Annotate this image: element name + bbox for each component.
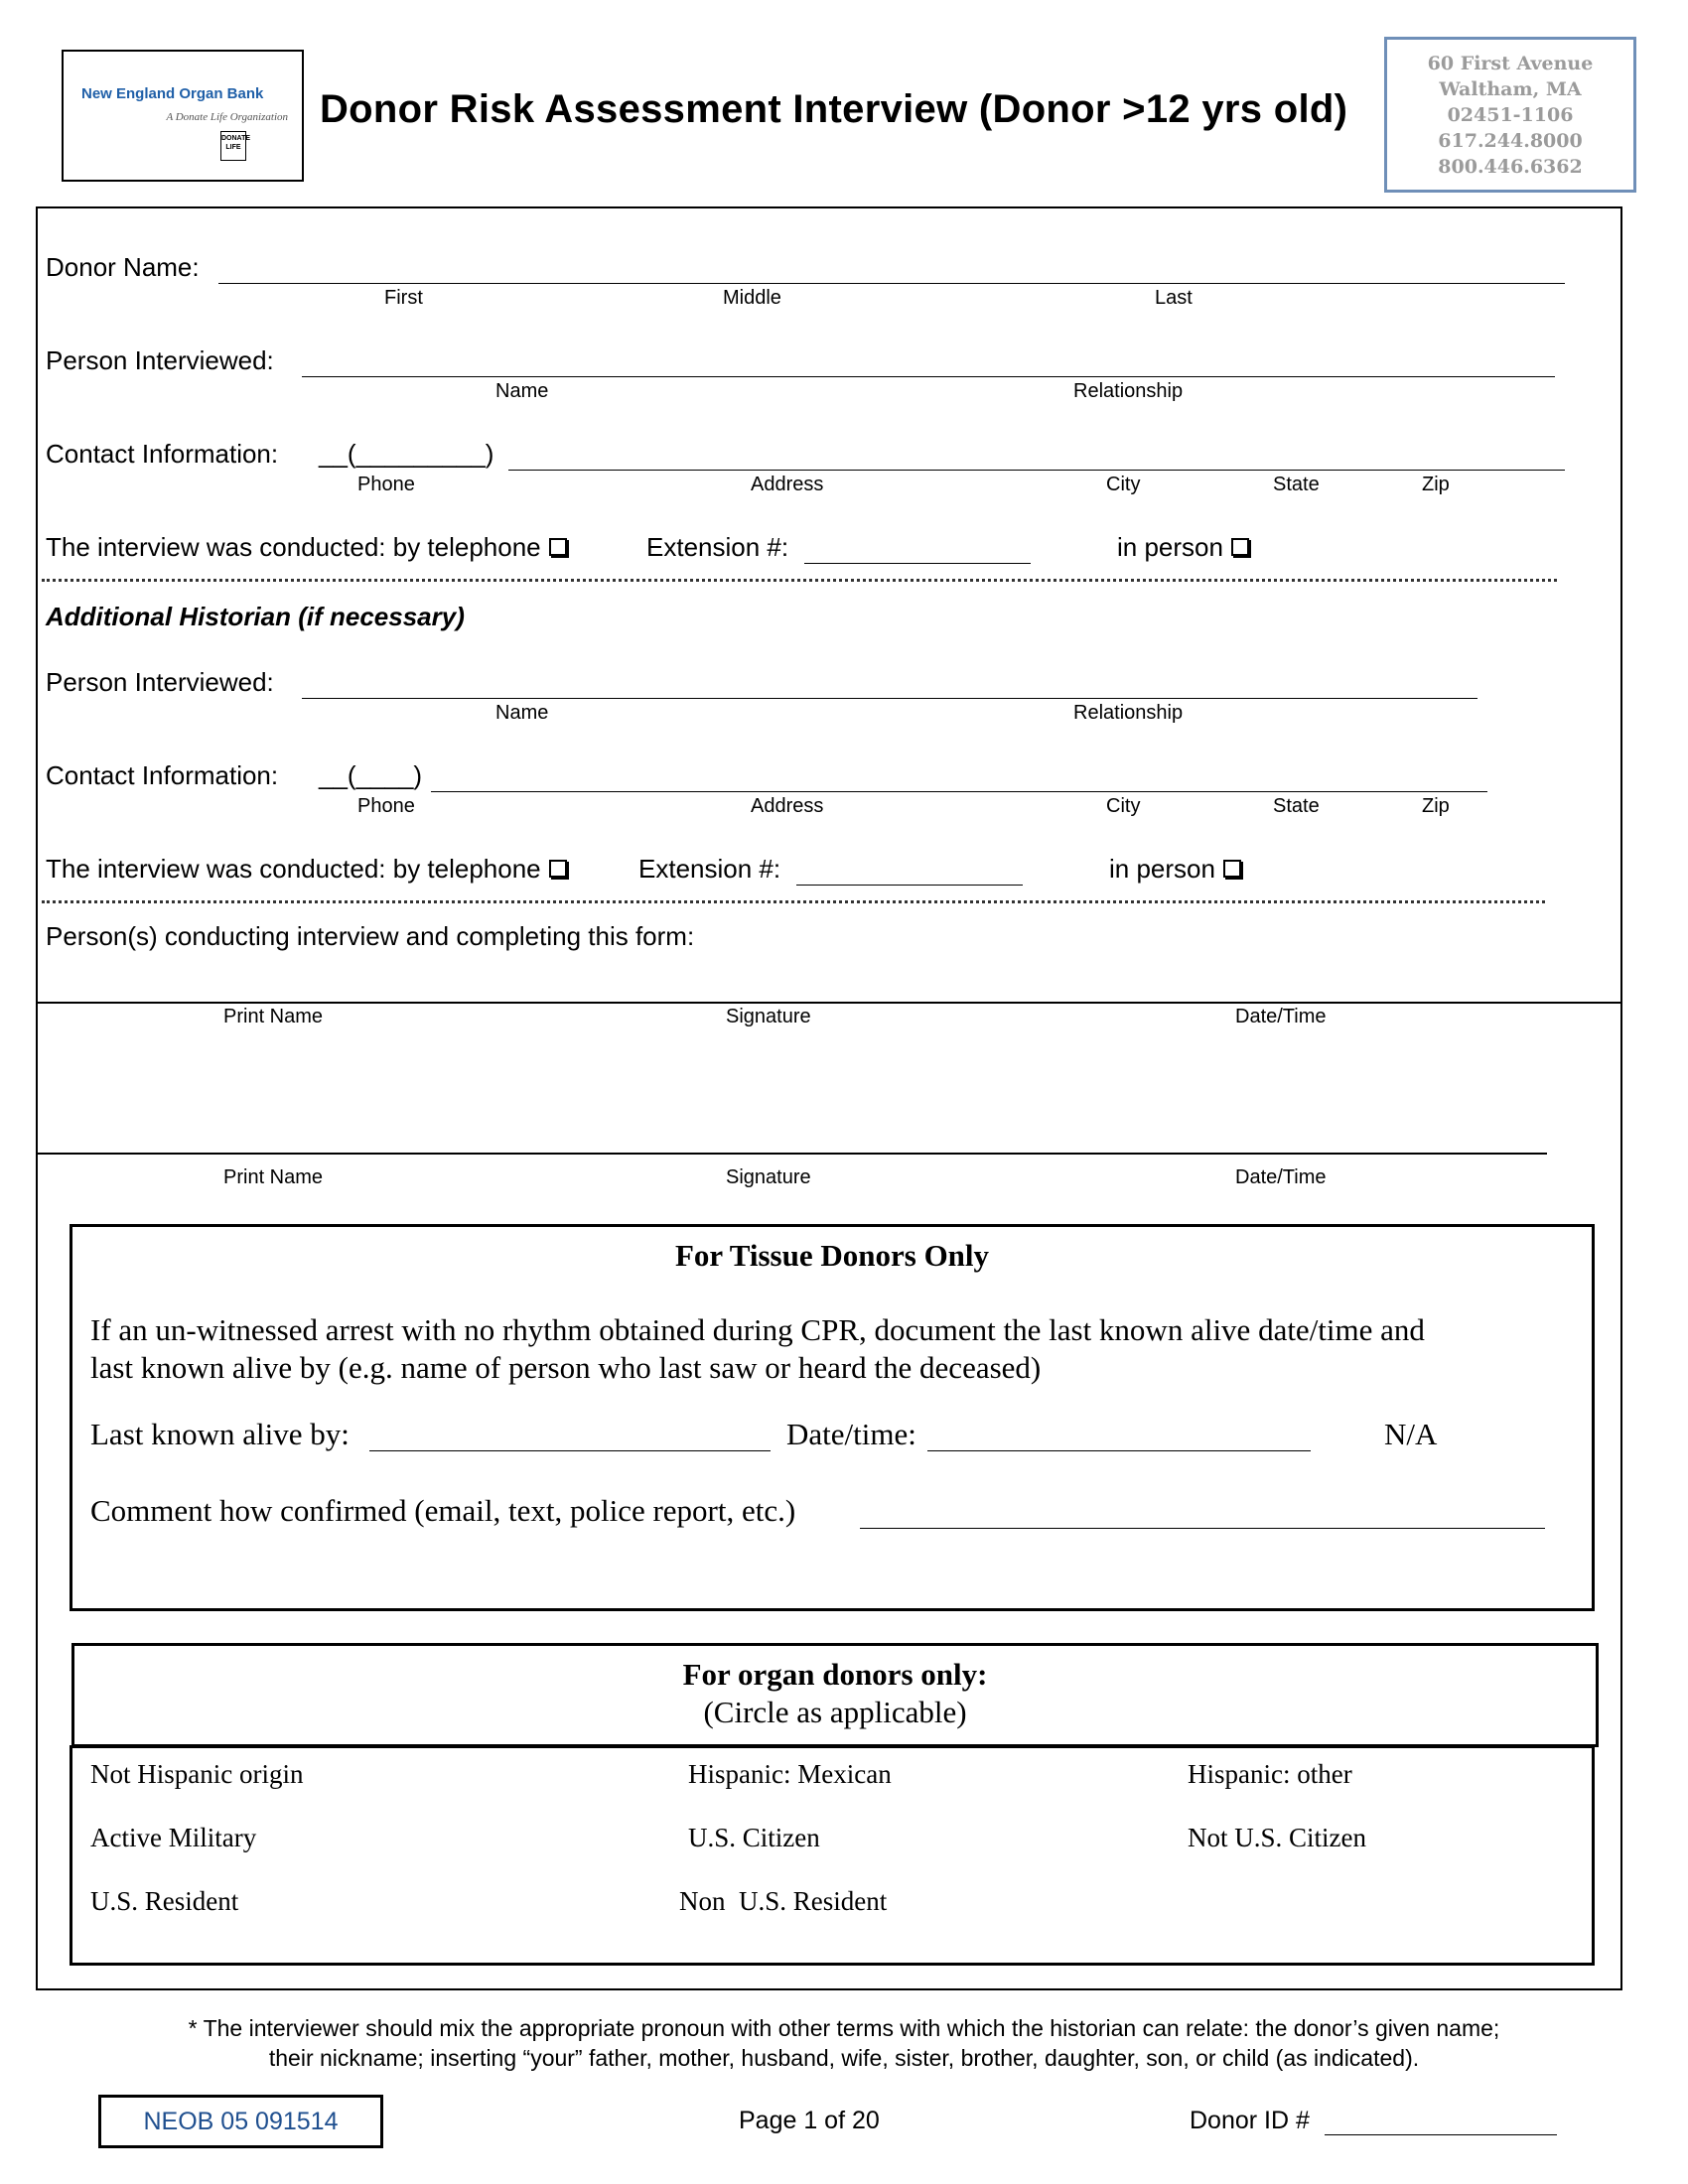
zip-caption: Zip [1422,474,1450,495]
person-interviewed-field[interactable] [302,376,1555,377]
in-person-label: in person [1117,532,1249,563]
address-line: 617.244.8000 [1438,130,1583,152]
contact-info-label: Contact Information: [46,439,279,469]
option-active-military[interactable]: Active Military [90,1823,257,1852]
address-line: 60 First Avenue [1427,53,1594,74]
relationship-caption-2: Relationship [1073,702,1184,724]
signature-line-2[interactable] [36,1153,1547,1155]
organization-logo [62,50,304,182]
donor-name-field[interactable] [218,283,1565,284]
phone-caption: Phone [357,474,415,495]
in-person-2-label: in person [1109,854,1241,885]
comment-confirmed-label: Comment how confirmed (email, text, police report, etc.) [90,1493,796,1528]
footer-note-line1: * The interviewer should mix the appropriate pronoun with other terms with which the historian can relate: the donor’s given name; [188,2015,1500,2041]
state-caption: State [1273,474,1320,495]
phone-area-code-field[interactable]: __(_________) [319,439,494,469]
state-caption-2: State [1273,795,1320,817]
name-caption-2: Name [495,702,549,724]
in-person-2-checkbox[interactable] [1223,860,1241,878]
person-interviewed-2-field[interactable] [302,698,1477,699]
last-known-alive-label: Last known alive by: [90,1417,350,1451]
donor-name-label: Donor Name: [46,252,200,282]
city-caption-2: City [1106,795,1141,817]
in-person-checkbox[interactable] [1231,538,1249,556]
address-caption: Address [751,474,824,495]
persons-conducting-label: Person(s) conducting interview and completing this form: [46,921,695,951]
section-divider [42,579,1557,582]
extension-field[interactable] [804,563,1031,564]
signature-line-1[interactable] [36,1002,1622,1004]
signature-caption-2: Signature [726,1166,811,1188]
option-us-resident[interactable]: U.S. Resident [90,1886,239,1916]
address-line: 02451-1106 [1447,104,1574,126]
logo-org-name: New England Organ Bank [81,85,264,102]
print-name-caption-2: Print Name [223,1166,324,1188]
last-known-alive-field[interactable] [369,1450,771,1451]
first-name-caption: First [384,287,423,309]
contact-info-2-label: Contact Information: [46,760,279,790]
donor-id-field[interactable] [1325,2134,1557,2135]
address-line: Waltham, MA [1439,78,1582,100]
conducted-by-telephone-2-label: The interview was conducted: by telephone [46,854,567,885]
address-box [1384,37,1636,193]
additional-historian-heading: Additional Historian (if necessary) [46,602,465,631]
page-number: Page 1 of 20 [739,2107,880,2134]
organ-heading: For organ donors only: [682,1657,988,1692]
form-code-box: NEOB 05 091514 [98,2095,383,2148]
address-caption-2: Address [751,795,824,817]
option-not-hispanic[interactable]: Not Hispanic origin [90,1759,304,1789]
datetime-field[interactable] [927,1450,1311,1451]
person-interviewed-2-label: Person Interviewed: [46,667,274,697]
contact-info-field[interactable] [508,470,1565,471]
address-line: 800.446.6362 [1438,156,1583,178]
tissue-instruction-line2: last known alive by (e.g. name of person who last saw or heard the deceased) [90,1350,1042,1385]
phone-area-code-2-field[interactable]: __(____) [319,760,423,790]
contact-info-2-field[interactable] [431,791,1487,792]
option-non-us-resident[interactable]: Non U.S. Resident [679,1886,888,1916]
zip-caption-2: Zip [1422,795,1450,817]
extension-label: Extension #: [646,532,789,562]
option-hispanic-other[interactable]: Hispanic: other [1188,1759,1352,1789]
telephone-2-checkbox[interactable] [549,860,567,878]
donate-life-mark-icon: DONATE LIFE [220,131,246,161]
option-not-us-citizen[interactable]: Not U.S. Citizen [1188,1823,1366,1852]
last-name-caption: Last [1155,287,1193,309]
footer-note-line2: their nickname; inserting “your” father, mother, husband, wife, sister, brother, daughter, son, or child (as indicated). [268,2045,1420,2071]
datetime-caption-1: Date/Time [1235,1006,1327,1027]
phone-caption-2: Phone [357,795,415,817]
organ-subheading: (Circle as applicable) [703,1695,967,1729]
city-caption: City [1106,474,1141,495]
option-us-citizen[interactable]: U.S. Citizen [688,1823,820,1852]
name-caption: Name [495,380,549,402]
section-divider-2 [42,900,1545,903]
na-option[interactable]: N/A [1384,1417,1438,1451]
signature-caption-1: Signature [726,1006,811,1027]
footer-note [0,2013,1688,2073]
comment-confirmed-field[interactable] [860,1528,1545,1529]
extension-2-label: Extension #: [638,854,781,884]
donor-id-label: Donor ID # [1190,2107,1310,2134]
relationship-caption: Relationship [1073,380,1184,402]
middle-name-caption: Middle [723,287,781,309]
datetime-label: Date/time: [786,1417,916,1451]
tissue-instruction-line1: If an un-witnessed arrest with no rhythm obtained during CPR, document the last known alive date/time and [90,1312,1425,1347]
extension-2-field[interactable] [796,885,1023,886]
option-hispanic-mexican[interactable]: Hispanic: Mexican [688,1759,892,1789]
telephone-checkbox[interactable] [549,538,567,556]
conducted-by-telephone-label: The interview was conducted: by telephone [46,532,567,563]
datetime-caption-2: Date/Time [1235,1166,1327,1188]
tissue-heading: For Tissue Donors Only [674,1238,990,1273]
print-name-caption-1: Print Name [223,1006,324,1027]
person-interviewed-label: Person Interviewed: [46,345,274,375]
logo-tagline: A Donate Life Organization [166,111,288,123]
page-title: Donor Risk Assessment Interview (Donor >12 yrs old) [320,87,1348,131]
